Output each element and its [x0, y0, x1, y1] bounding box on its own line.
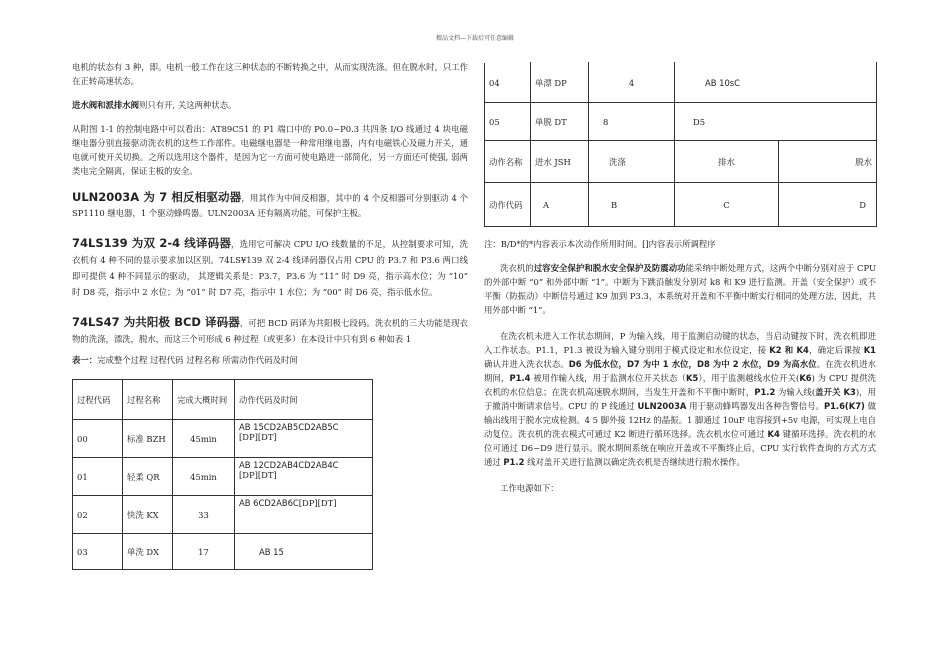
text-run-bold: 盖开关 K3 — [815, 387, 856, 397]
control-circuit-paragraph: 从附图 1-1 的控制电路中可以看出：AT89C51 的 P1 端口中的 P0.0~P0.3 共四条 I/O 线通过 4 块电磁继电器分别直接驱动洗衣机的这些工作部件。电磁继电器是一种常用继电器，内有电磁铁心及磁力开关，通电就可使开关切换。之所以选用这个器件，是因为它一方面可使电路进一部简化，另一方面还可使强, 弱两类电完全隔离，保证主板的安全。 — [72, 124, 468, 176]
table-cell-name: 单洗 DX — [123, 534, 173, 570]
table-cell-time: 33 — [173, 496, 235, 534]
ls139-paragraph — [72, 235, 468, 300]
text-run-bold: K6 — [799, 373, 812, 383]
table-row-action-codes — [485, 183, 877, 227]
motor-states-paragraph: 电机的状态有 3 种，即。电机一般工作在这三种状态的不断转换之中，从而实现洗涤。但在脱水时，只工作在正转高速状态。 — [72, 62, 468, 86]
io-paragraph — [484, 329, 876, 469]
text-run-bold: D6 为低水位，D7 为中 1 水位，D8 为中 2 水位，D9 为高水位 — [568, 359, 817, 369]
action-dt: [DP][DT] — [239, 470, 277, 480]
valve-bold: 进水阀和派排水阀 — [72, 100, 139, 110]
table-row — [73, 496, 373, 534]
text-run-bold: P1.6(K7) — [823, 401, 865, 411]
action-dt: [DP][DT] — [239, 432, 277, 442]
table-cell-code: 01 — [73, 458, 123, 496]
table-cell: AB 10sC — [675, 63, 877, 103]
text-run: 键循环选择。洗衣机的水位可通过 D6~D9 进行显示。脱水期间系统在响应开盖或不平衡终止后，CPU 实行软件查询的方式方式通过 — [484, 429, 876, 467]
table-cell-action — [235, 420, 373, 458]
table-cell: 排水 — [675, 141, 779, 183]
table-cell: C — [675, 183, 779, 227]
uln-title: ULN2003A 为 7 相反相驱动器 — [72, 190, 242, 204]
table-header-cell: 过程名称 — [123, 380, 173, 420]
table-cell: D — [779, 183, 877, 227]
text-run: 在洗衣机未进入工作状态期间，P 为输入线，用于监测启动键的状态，当启动键按下时，洗衣机即进入工作状态。P1.1，P1.3 被设为输入键分别用于模式设定和水位设定，接 — [484, 331, 876, 355]
text-run: 被用作输入线，用于监测水位开关状态（ — [530, 373, 686, 383]
ls139-title: 74LS139 为双 2-4 线译码器 — [72, 236, 232, 250]
table-cell: 04 — [485, 63, 531, 103]
table-cell-time: 45min — [173, 458, 235, 496]
text-run-bold: P1.2 — [754, 387, 776, 397]
table-cell: 脱水 — [779, 141, 877, 183]
page-header: 精品文档---下载后可任意编辑 — [435, 35, 515, 42]
table-caption-text: 完成整个过程 过程代码 过程名称 所需动作代码及时间 — [97, 355, 298, 365]
process-table — [72, 379, 373, 570]
power-supply-label: 工作电源如下： — [500, 483, 559, 493]
ls47-text: ，可把 BCD 码译为共阳极七段码。洗衣机的三大功能是现衣物的洗涤，漂洗，脱水，而这三个可形成 6 种过程（或更多）在本设计中只有到 6 种如表 1 — [72, 318, 468, 344]
text-run: 做输出线用于脱水完成检测。4 5 脚外接 12Hz 的晶振。1 脚通过 10uF 电容接到+5v 电源，可实现上电自动复位。洗衣机的洗衣模式可通过 K2 断进行循环选择。洗衣机水位可通过 — [484, 401, 876, 439]
text-run-bold: 过容安全保护和脱水安全保护及防震动功 — [533, 263, 686, 273]
table-row-04 — [485, 63, 877, 103]
text-run: 。在洗衣机进水期间， — [484, 359, 877, 383]
text-run: 为输入线( — [775, 387, 816, 397]
uln-paragraph — [72, 190, 468, 221]
table-cell-action — [235, 458, 373, 496]
table-cell-time: 17 — [173, 534, 235, 570]
text-run-bold: K5 — [685, 373, 699, 383]
ls47-paragraph — [72, 314, 468, 347]
table-cell-time: 45min — [173, 420, 235, 458]
table-cell-code: 00 — [73, 420, 123, 458]
table-cell: B — [589, 183, 675, 227]
table-row — [73, 458, 373, 496]
action-dt: [DP][DT] — [298, 498, 337, 508]
table-cell: 进水 JSH — [531, 141, 589, 183]
table-row-05 — [485, 103, 877, 141]
table-cell: 8 — [589, 103, 675, 141]
table-cell: 动作代码 — [485, 183, 531, 227]
table-cell: 洗涤 — [589, 141, 675, 183]
table-cell-action: AB 15 — [235, 534, 373, 570]
table-cell-name: 快洗 KX — [123, 496, 173, 534]
text-run-bold: K4 — [767, 429, 780, 439]
text-run: 用于驱动蜂鸣器发出各种告警信号。 — [686, 401, 824, 411]
action-table — [484, 62, 877, 227]
text-run-bold: K1 — [863, 345, 877, 355]
text-run-bold: P1.2 — [503, 457, 525, 467]
table-cell: 单脱 DT — [531, 103, 589, 141]
interrupt-paragraph — [484, 261, 876, 317]
table-cell: A — [531, 183, 589, 227]
ls47-title: 74LS47 为共阳极 BCD 译码器 — [72, 315, 240, 329]
table-caption-bold: 表一： — [72, 355, 98, 365]
table-cell: D5 — [675, 103, 877, 141]
table-cell-code: 03 — [73, 534, 123, 570]
valve-paragraph — [72, 98, 468, 112]
text-run: 能采纳中断处理方式，这两个中断分别对应于 CPU 的外部中断 “0” 和外部中断 “1”。中断为下跳沿触发分别对 k8 和 K9 进行监测。开盖（安全保护）或不平衡（防振动）中断信号通过 K9 加到 P3.3，本系统对开盖和不平衡中断实行相同的处理方法，因此，共用外部中断 “1”。 — [484, 263, 877, 315]
text-run-bold: ULN2003A — [637, 401, 687, 411]
table-cell-action — [235, 496, 373, 534]
table-header-row — [73, 380, 373, 420]
table-row — [73, 534, 373, 570]
table-cell: 05 — [485, 103, 531, 141]
table-row — [73, 420, 373, 458]
text-run: 线对盖开关进行监测以确定洗衣机是否继续进行脱水操作。 — [524, 457, 745, 467]
uln-text: ，用其作为中间反相器，其中的 4 个反相器可分别驱动 4 个 SP1110 继电器，1 个驱动蜂鸣器。ULN2003A 还有隔离功能，可保护主板。 — [72, 193, 468, 218]
table-cell-code: 02 — [73, 496, 123, 534]
text-run: 洗衣机的 — [500, 263, 534, 273]
table-header-cell: 动作代码及时间 — [235, 380, 373, 420]
table-header-cell: 完成大概时间 — [173, 380, 235, 420]
text-run: 确认并进入洗衣状态。 — [484, 359, 569, 369]
valve-rest: 则只有开, 关这两种状态。 — [139, 100, 237, 110]
text-run: )，用于撤消中断请求信号。CPU 的 P 线通过 — [484, 387, 877, 411]
table-row-action-names — [485, 141, 877, 183]
ls139-text: ，选用它可解决 CPU I/O 线数量的不足，从控制要求可知，洗衣机有 4 种不同的显示要求加以区别。74LS¥139 双 2-4 线译码器仅占用 CPU 的 P3.7 和 P3.6 两口线即可提供 4 种不同显示的驱动， 其逻辑关系是：P3.7，P3.6 为 “11” 时 D9 亮，指示高水位；为 “10” 时 D8 亮，指示中 2 水位；为 “01” 时 D7 亮，指示中 1 水位；为 “00” 时 D6 亮，指示低水位。 — [72, 239, 469, 297]
action-code: AB 15CD2AB5CD2AB5C — [239, 422, 339, 432]
table-caption — [72, 353, 468, 367]
table-cell: 4 — [589, 63, 675, 103]
text-run: ) 为 CPU 提供洗衣机的水位信息；在洗衣机高速脱水期间，当发生开盖和不平衡中断时， — [484, 373, 877, 397]
text-run-bold: P1.4 — [509, 373, 531, 383]
left-column — [72, 60, 468, 570]
action-code: AB 12CD2AB4CD2AB4C — [239, 460, 339, 470]
table-cell: 单漂 DP — [531, 63, 589, 103]
table-note: 注：B/D*的*内容表示本次动作所用时间。[]内容表示所调程序 — [484, 239, 716, 249]
table-header-cell: 过程代码 — [73, 380, 123, 420]
table-cell: 动作名称 — [485, 141, 531, 183]
text-run: ，确定后课按 — [808, 345, 864, 355]
table-cell-name: 标准 BZH — [123, 420, 173, 458]
text-run: ），用于监测越线水位开关( — [698, 373, 800, 383]
right-column — [484, 62, 876, 495]
action-code: AB 6CD2AB6C — [239, 498, 299, 508]
table-cell-name: 轻柔 QR — [123, 458, 173, 496]
text-run-bold: K2 和 K4 — [769, 345, 809, 355]
